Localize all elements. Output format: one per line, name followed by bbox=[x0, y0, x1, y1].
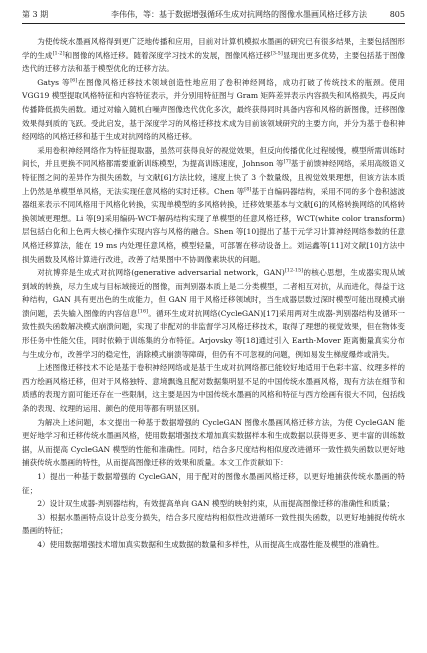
citation: [7] bbox=[283, 158, 291, 165]
body-text bbox=[22, 35, 405, 552]
page-number: 805 bbox=[389, 10, 405, 19]
running-header bbox=[22, 9, 405, 24]
paragraph-1: 为使传统水墨画风格得到更广泛地传播和应用，目前对计算机模拟水墨画的研究已有很多结果，主要包括图形学的生成[1-2]和图像的风格迁移。随着深度学习技术的发展，图像风格迁移[3-5]显现出更多优势，主要包括基于图像迭代的迁移方法和基于模型优化的迁移方法。 bbox=[22, 37, 406, 74]
paragraph-3: 采用卷积神经网络作为特征提取器，虽然可获得良好的视觉效果，但反向传播优化过程缓慢，模型所需训练时间长，并且更换不同风格都需要重新训练模型，为提高训练速度，Johnson 等[7]基于前馈神经网络，采用高级语义特征图之间的差异作为损失函数，与文献[6]方法比较，速度上快了 3 个数量级，且视觉效果理想，但该方法本质上仍然是单模型单风格，无法实现任意风格的实时迁移。Chen 等[8]基于自编码器结构，采用不同的多个卷积滤波器组来表示不同风格用于风格化转换，实现单模型的多风格转换，迁移效果基本与文献[6]的风格转换网络的风格转换领域更理想。Li 等[9]采用编码-WCT-解码结构实现了单模型的任意风格迁移，WCT(white color transform)层包括白化和上色两大核心操作实现内容与风格的融合。Shen 等[10]提出了基于元学习计算神经网络参数的任意风格迁移算法，能在 19 ms 内处理任意风格，模型轻量，可部署在移动设备上。刘运鑫等[11]对文献[10]方法中损失函数及风格计算进行改进，改善了结果图中不协调像素块状的问题。 bbox=[22, 145, 406, 264]
contribution-item-2: 2）设计双生成器-判别器结构，有效提高单向 GAN 模型的映射约束，从而提高图像迁移的准确性和质量； bbox=[37, 499, 395, 509]
contribution-item-3: 3）根据水墨画特点设计总变分损失，结合多尺度结构相似性改进循环一致性损失函数，以更好地捕捉传统水墨画的特征； bbox=[22, 512, 405, 536]
citation: [3-5] bbox=[270, 50, 283, 57]
citation: [1-2] bbox=[52, 50, 65, 57]
paragraph-5: 上述图像迁移技术不论是基于卷积神经网络或是基于生成对抗网络都已能较好地适用于色彩丰富、纹理多样的西方绘画风格迁移，但对于风格独特、意境飘逸且配对数据集明显不足的中国传统水墨画风格，现有方法在细节和质感的表现方面可能还存在一些限制，这主要是因为中国传统水墨画的风格和特征与西方绘画有很大不同，包括线条的表现、纹理的运用、颜色的使用等都有明显区别。 bbox=[22, 363, 405, 414]
citation: [6] bbox=[70, 77, 78, 84]
citation: [16] bbox=[137, 308, 149, 315]
paragraph-6: 为解决上述问题，本文提出一种基于数据增强的 CycleGAN 图像水墨画风格迁移方法，为使 CycleGAN 能更好地学习和迁移传统水墨画风格，使用数据增强技术增加真实数据样本和生成数据以获得更多、更丰富的训练数据，从而提高 CycleGAN 模型的性能和准确性。同时，结合多尺度结构相似度改进循环一致性损失函数以更好地捕获传统水墨画的特性，从而提高图像迁移的效果和质量。本文工作贡献如下： bbox=[22, 417, 405, 468]
contribution-item-4: 4）使用数据增强技术增加真实数据和生成数据的数量和多样性，从而提高生成器性能及模型的准确性。 bbox=[37, 539, 384, 549]
contribution-item-1: 1）提出一种基于数据增强的 CycleGAN，用于配对的图像水墨画风格迁移，以更好地捕获传统水墨画的特征； bbox=[22, 472, 405, 495]
issue-label: 第 3 期 bbox=[22, 10, 49, 19]
paragraph-2: Gatys 等[6]在图像风格迁移技术领域创造性地应用了卷积神经网络，成功打破了传统技术的瓶颈。使用 VGG19 模型提取风格特征和内容特征表示，并分别用特征图与 Gram 矩阵差异表示内容损失和风格损失，再反向传播降低损失函数。通过对输入随机白噪声图像迭代优化多次，最终获得同时具备内容和风格的新图像，迁移图像效果得到质的飞跃。受此启发，基于深度学习的风格迁移技术成为目前该领域研究的主要方向，并分为基于卷积神经网络的风格迁移和基于生成对抗网络的风格迁移。 bbox=[22, 77, 406, 142]
citation: [8] bbox=[244, 186, 252, 192]
running-title: 李伟伟，等：基于数据增强循环生成对抗网络的图像水墨画风格迁移方法 bbox=[110, 10, 367, 19]
citation: [12-15] bbox=[284, 267, 304, 274]
paragraph-4: 对抗博弈是生成式对抗网络(generative adversarial network，GAN)[12-15]的核心思想，生成器实现从域到域的转换，尽力生成与目标域接近的图像，而判别器本质上是二分类模型，二者相互对抗，从而进化，得益于这种结构，GAN 具有更出色的生成能力，但 GAN 用于风格迁移领域时，当生成器层数过深时模型可能出现模式崩溃问题，丢失输入图像的内容信息[16]。循环生成对抗网络(CycleGAN)[17]采用两对生成器-判别器结构及循环一致性损失函数解决模式崩溃问题，实现了非配对的非监督学习风格迁移技术，取得了理想的视觉效果，但在物体变形任务中性能欠佳，同时依赖于训练集的分布特征。Arjovsky 等[18]通过引入 Earth-Mover 距离衡量真实分布与生成分布，改善学习的稳定性，消除模式崩溃等障碍，但仍有不可忽视的问题，例如易发生梯度爆炸或消失。 bbox=[22, 267, 406, 359]
